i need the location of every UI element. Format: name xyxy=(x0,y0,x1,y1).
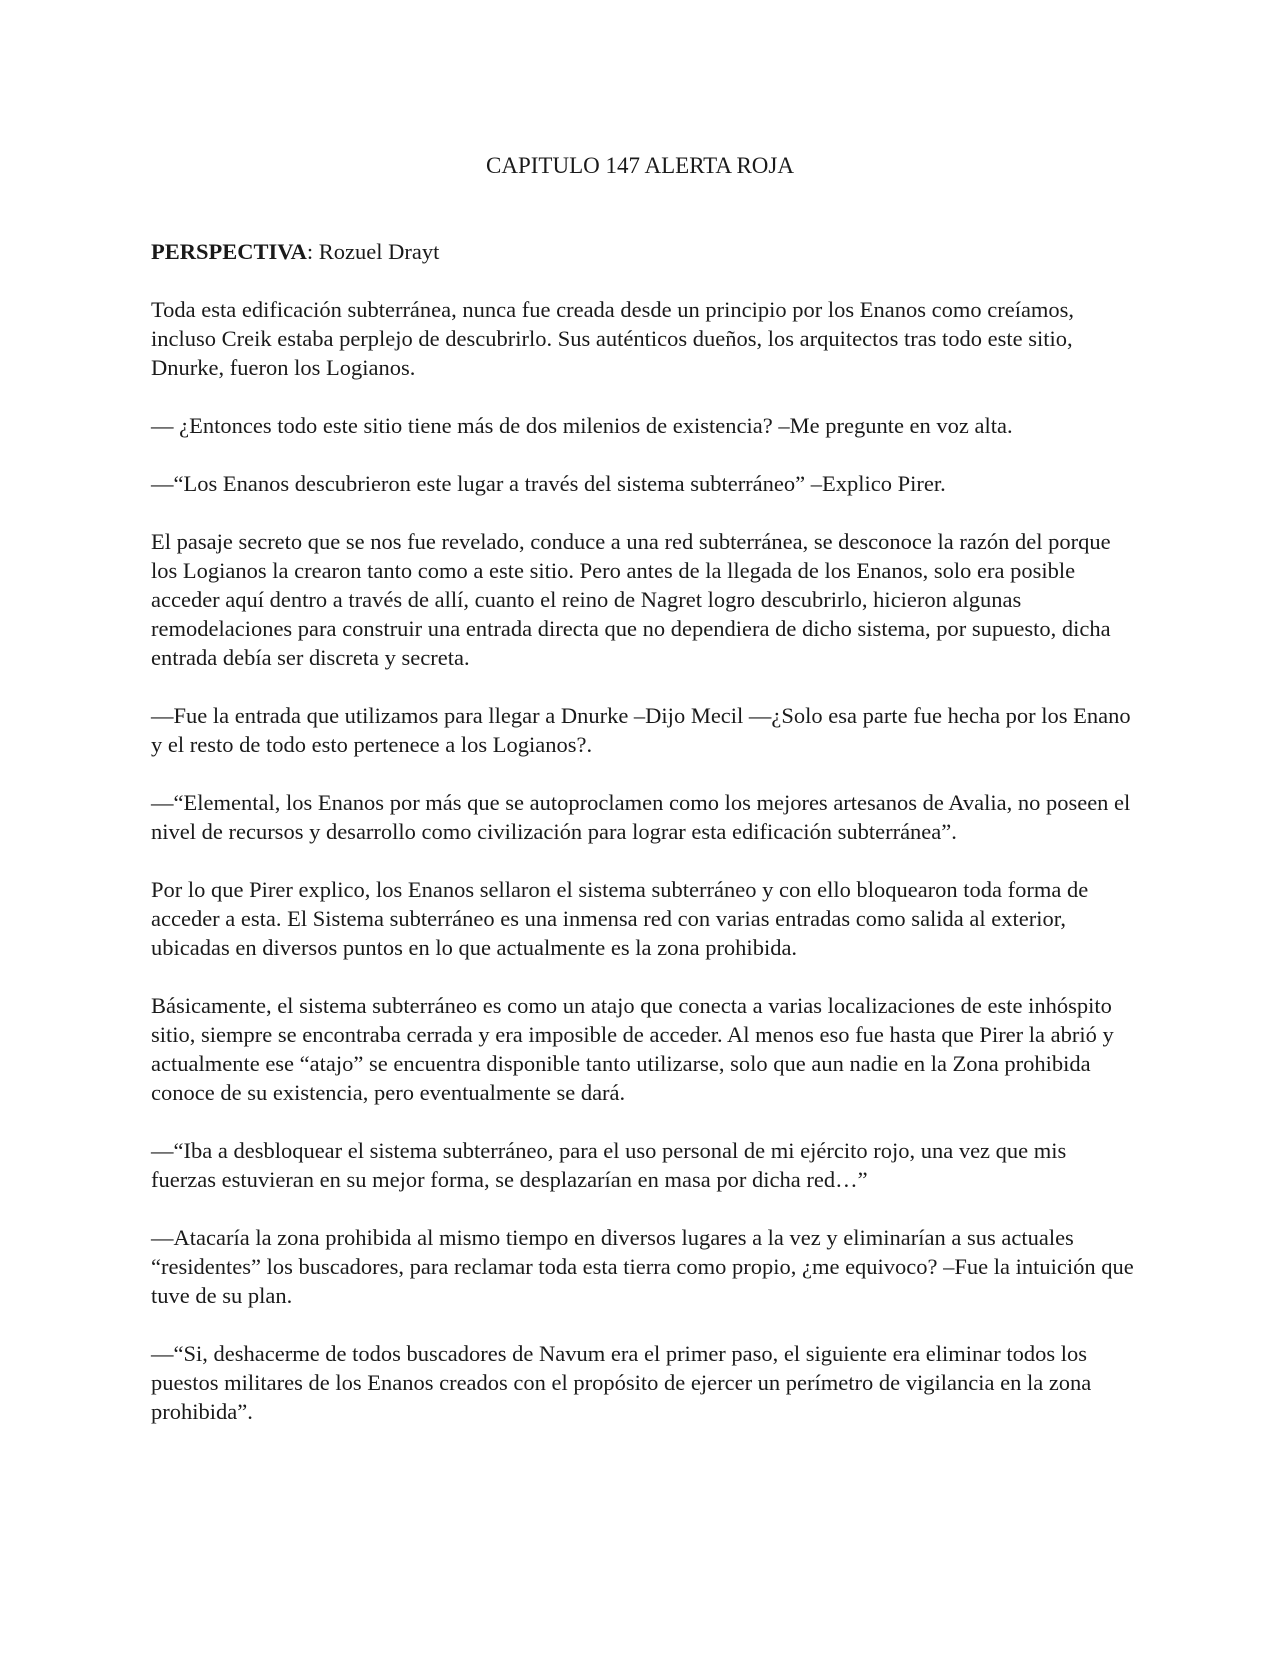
paragraph: —“Elemental, los Enanos por más que se autoproclamen como los mejores artesanos de Avalia, no poseen el nivel de recursos y desarrollo como civilización para lograr esta edificación subterránea”. xyxy=(151,790,1131,844)
chapter-title: CAPITULO 147 ALERTA ROJA xyxy=(486,153,794,178)
paragraph: —Atacaría la zona prohibida al mismo tiempo en diversos lugares a la vez y eliminarían a sus actuales “residentes” los buscadores, para reclamar toda esta tierra como propio, ¿me equivoco? –Fue la intuición que tuve de su plan. xyxy=(151,1225,1134,1308)
paragraph: Por lo que Pirer explico, los Enanos sellaron el sistema subterráneo y con ello bloquearon toda forma de acceder a esta. El Sistema subterráneo es una inmensa red con varias entradas como salida al exterior, ubicadas en diversos puntos en lo que actualmente es la zona prohibida. xyxy=(151,877,1089,960)
paragraph: —“Iba a desbloquear el sistema subterráneo, para el uso personal de mi ejército rojo, una vez que mis fuerzas estuvieran en su mejor forma, se desplazarían en masa por dicha red…” xyxy=(151,1138,1067,1192)
perspective-line xyxy=(151,237,1136,266)
perspective-label: PERSPECTIVA xyxy=(151,239,307,264)
paragraph: —“Los Enanos descubrieron este lugar a través del sistema subterráneo” –Explico Pirer. xyxy=(151,471,946,496)
paragraph: Básicamente, el sistema subterráneo es como un atajo que conecta a varias localizaciones de este inhóspito sitio, siempre se encontraba cerrada y era imposible de acceder. Al menos eso fue hasta que Pirer la abrió y actualmente ese “atajo” se encuentra disponible tanto utilizarse, solo que aun nadie en la Zona prohibida conoce de su existencia, pero eventualmente se dará. xyxy=(151,993,1114,1105)
paragraph: —Fue la entrada que utilizamos para llegar a Dnurke –Dijo Mecil —¿Solo esa parte fue hecha por los Enano y el resto de todo esto pertenece a los Logianos?. xyxy=(151,703,1131,757)
paragraph: — ¿Entonces todo este sitio tiene más de dos milenios de existencia? –Me pregunte en voz alta. xyxy=(151,413,1013,438)
paragraph: —“Si, deshacerme de todos buscadores de Navum era el primer paso, el siguiente era eliminar todos los puestos militares de los Enanos creados con el propósito de ejercer un perímetro de vigilancia en la zona prohibida”. xyxy=(151,1341,1092,1424)
paragraph: Toda esta edificación subterránea, nunca fue creada desde un principio por los Enanos como creíamos, incluso Creik estaba perplejo de descubrirlo. Sus auténticos dueños, los arquitectos tras todo este sitio, Dnurke, fueron los Logianos. xyxy=(151,297,1075,380)
document-body xyxy=(151,237,1136,1455)
paragraph: El pasaje secreto que se nos fue revelado, conduce a una red subterránea, se desconoce la razón del porque los Logianos la crearon tanto como a este sitio. Pero antes de la llegada de los Enanos, solo era posible acceder aquí dentro a través de allí, cuanto el reino de Nagret logro descubrirlo, hicieron algunas remodelaciones para construir una entrada directa que no dependiera de dicho sistema, por supuesto, dicha entrada debía ser discreta y secreta. xyxy=(151,529,1111,670)
perspective-value: : Rozuel Drayt xyxy=(306,239,440,264)
